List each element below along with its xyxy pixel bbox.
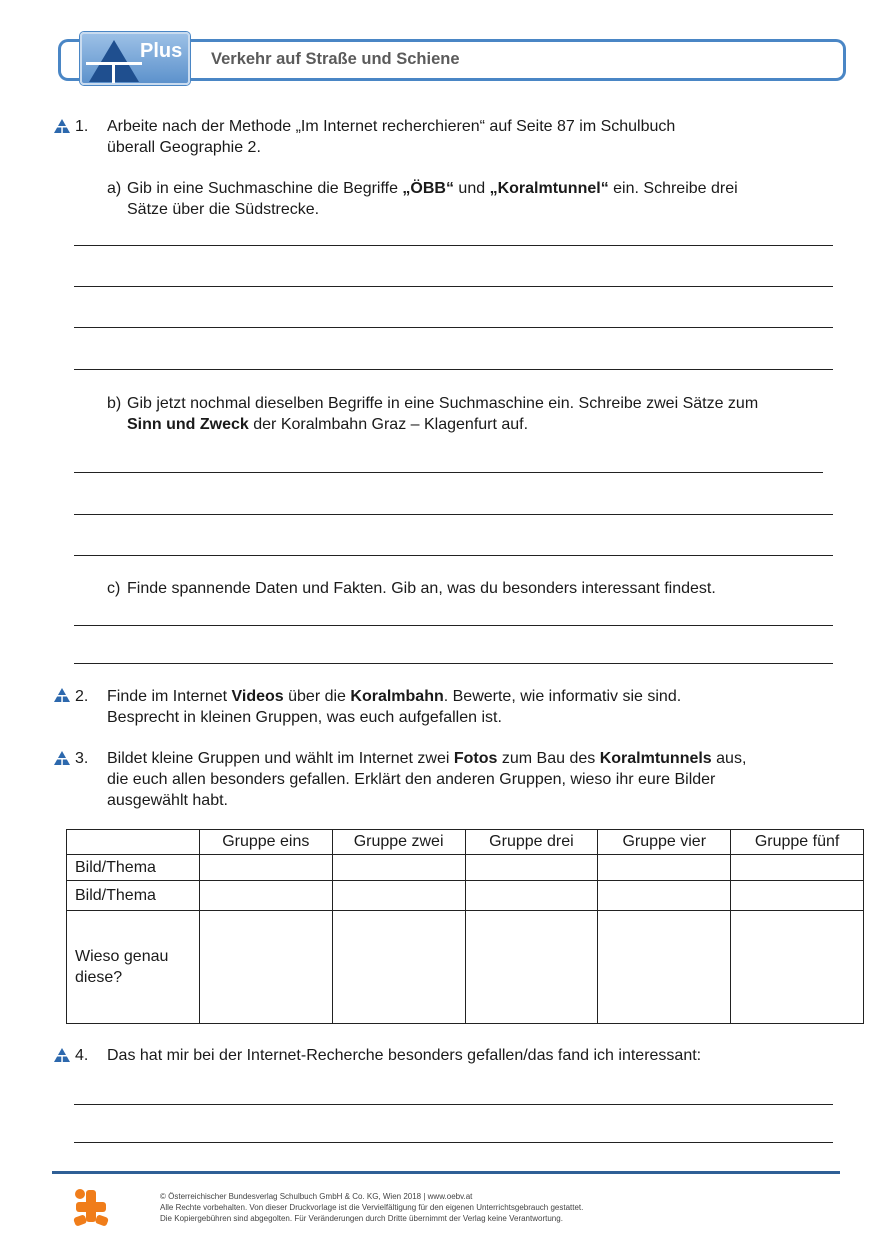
table-header-row [67, 830, 864, 855]
footer-divider [52, 1171, 840, 1174]
term-sinn-und-zweck: Sinn und Zweck [127, 416, 249, 433]
table-header-cell: Gruppe drei [465, 830, 598, 855]
task1b-text-line2: Sinn und Zweck der Koralmbahn Graz – Klagenfurt auf. [127, 416, 529, 433]
task-triangle-icon [54, 751, 70, 765]
table-input-cell[interactable] [465, 855, 598, 881]
table-header-cell: Gruppe fünf [731, 830, 864, 855]
task1-text-line2: überall Geographie 2. [107, 139, 261, 156]
table-input-cell[interactable] [731, 881, 864, 911]
plus-badge [80, 32, 190, 85]
table-row-label: Bild/Thema [67, 855, 200, 881]
answer-line[interactable] [74, 472, 823, 473]
task-triangle-icon [54, 688, 70, 702]
table-input-cell[interactable] [598, 855, 731, 881]
plus-logo-icon [86, 38, 142, 84]
term-koralmbahn: Koralmbahn [350, 688, 444, 705]
table-input-cell[interactable] [598, 911, 731, 1024]
table-header-cell: Gruppe zwei [332, 830, 465, 855]
table-input-cell[interactable] [199, 881, 332, 911]
task-triangle-icon [54, 1048, 70, 1062]
task1c-label: c) [107, 580, 121, 597]
term-koralmtunnels: Koralmtunnels [599, 750, 712, 767]
task1a-text-line1: Gib in eine Suchmaschine die Begriffe „ÖBB“ und „Koralmtunnel“ ein. Schreibe drei [127, 180, 738, 197]
table-input-cell[interactable] [731, 911, 864, 1024]
table-row [67, 855, 864, 881]
task1a-label: a) [107, 180, 122, 197]
answer-line[interactable] [74, 245, 833, 246]
task-number: 1. [75, 118, 89, 135]
task1c-text: Finde spannende Daten und Fakten. Gib an, was du besonders interessant findest. [127, 580, 716, 597]
task2-text-line2: Besprecht in kleinen Gruppen, was euch aufgefallen ist. [107, 709, 502, 726]
task3-text-line3: ausgewählt habt. [107, 792, 228, 809]
task1b-label: b) [107, 395, 122, 412]
answer-line[interactable] [74, 369, 833, 370]
answer-line[interactable] [74, 1104, 833, 1105]
task-number: 2. [75, 688, 89, 705]
task2-text-line1: Finde im Internet Videos über die Koralmbahn. Bewerte, wie informativ sie sind. [107, 688, 682, 705]
table-row [67, 881, 864, 911]
term-videos: Videos [231, 688, 284, 705]
task-triangle-icon [54, 119, 70, 133]
table-row-label: Wieso genau diese? [67, 911, 200, 1024]
answer-line[interactable] [74, 1142, 833, 1143]
task1b-text-line1: Gib jetzt nochmal dieselben Begriffe in eine Suchmaschine ein. Schreibe zwei Sätze zum [127, 395, 759, 412]
footer-copyright: © Österreichischer Bundesverlag Schulbuch GmbH & Co. KG, Wien 2018 | www.oebv.at [160, 1192, 473, 1201]
task1-text-line1: Arbeite nach der Methode „Im Internet recherchieren“ auf Seite 87 im Schulbuch [107, 118, 676, 135]
table-header-cell: Gruppe eins [199, 830, 332, 855]
task-number: 4. [75, 1047, 89, 1064]
answer-line[interactable] [74, 663, 833, 664]
task3-text-line2: die euch allen besonders gefallen. Erklärt den anderen Gruppen, wieso ihr eure Bilder [107, 771, 716, 788]
publisher-logo-icon [72, 1188, 110, 1228]
table-input-cell[interactable] [731, 855, 864, 881]
table-input-cell[interactable] [332, 855, 465, 881]
badge-label: Plus [140, 40, 183, 62]
answer-line[interactable] [74, 286, 833, 287]
table-input-cell[interactable] [199, 855, 332, 881]
table-header-cell: Gruppe vier [598, 830, 731, 855]
task1a-text-line2: Sätze über die Südstrecke. [127, 201, 320, 218]
page-title: Verkehr auf Straße und Schiene [211, 50, 460, 68]
table-input-cell[interactable] [332, 881, 465, 911]
task3-text-line1: Bildet kleine Gruppen und wählt im Internet zwei Fotos zum Bau des Koralmtunnels aus, [107, 750, 747, 767]
group-photo-table [66, 829, 864, 1024]
task-number: 3. [75, 750, 89, 767]
task4-text: Das hat mir bei der Internet-Recherche besonders gefallen/das fand ich interessant: [107, 1047, 702, 1064]
answer-line[interactable] [74, 514, 833, 515]
answer-line[interactable] [74, 327, 833, 328]
table-corner-cell [67, 830, 200, 855]
table-input-cell[interactable] [598, 881, 731, 911]
term-koralmtunnel: „Koralmtunnel“ [489, 180, 609, 197]
table-input-cell[interactable] [465, 881, 598, 911]
answer-line[interactable] [74, 625, 833, 626]
term-oebb: „ÖBB“ [402, 180, 454, 197]
table-row [67, 911, 864, 1024]
term-fotos: Fotos [453, 750, 498, 767]
footer-rights: Alle Rechte vorbehalten. Von dieser Druckvorlage ist die Vervielfältigung für den eigenen Unterrichtsgebrauch gestattet. [160, 1203, 584, 1212]
table-input-cell[interactable] [199, 911, 332, 1024]
footer-fees: Die Kopiergebühren sind abgegolten. Für Veränderungen durch Dritte übernimmt der Verlag keine Verantwortung. [160, 1214, 563, 1223]
table-row-label: Bild/Thema [67, 881, 200, 911]
table-input-cell[interactable] [332, 911, 465, 1024]
table-input-cell[interactable] [465, 911, 598, 1024]
answer-line[interactable] [74, 555, 833, 556]
